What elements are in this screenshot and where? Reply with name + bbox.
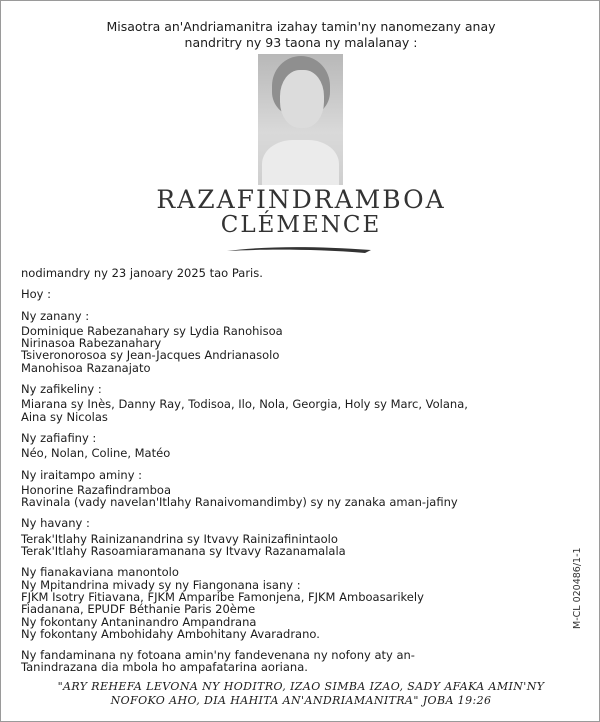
quote-line: NOFOKO AHO, DIA HAHITA AN'ANDRIAMANITRA" JOBA 19:26 (110, 694, 492, 707)
death-statement: nodimandry ny 23 janoary 2025 tao Paris. (21, 266, 263, 280)
family-line: Ny fokontany Antaninandro Ampandrana (21, 614, 257, 629)
intro-text (41, 19, 561, 51)
family-line: Manohisoa Razanajato (21, 360, 151, 375)
family-line: FJKM Isotry Fitiavana, FJKM Amparibe Famonjena, FJKM Amboasarikely (21, 589, 424, 604)
hoy-label: Hoy : (21, 287, 52, 302)
reference-code (568, 547, 588, 633)
family-line: Ny fianakaviana manontolo (21, 565, 179, 580)
family-line: Miarana sy Inès, Danny Ray, Todisoa, Ilo, Nola, Georgia, Holy sy Marc, Volana, (21, 397, 468, 412)
portrait-photo (258, 54, 343, 185)
family-line: Dominique Rabezanahary sy Lydia Ranohisoa (21, 323, 283, 338)
family-line: Ravinala (vady navelan'Itlahy Ranaivomandimby) sy ny zanaka aman-jafiny (21, 495, 458, 510)
family-line: Honorine Razafindramboa (21, 482, 172, 497)
family-line: Aina sy Nicolas (21, 409, 108, 424)
intro-line: nandritry ny 93 taona ny malalanay : (184, 35, 418, 50)
intro-line: Misaotra an'Andriamanitra izahay tamin'ny nanomezany anay (106, 19, 496, 34)
family-line: Ny Mpitandrina mivady sy ny Fiangonana isany : (21, 577, 301, 592)
family-line: Tsiveronorosoa sy Jean-Jacques Andrianasolo (21, 348, 280, 363)
section-heading: Ny iraitampo aminy : (21, 467, 143, 482)
funeral-note: Ny fandaminana ny fotoana amin'ny fandevenana ny nofony aty an- (21, 648, 415, 663)
decorative-swash (225, 245, 375, 255)
family-line: Terak'Itlahy Rainizanandrina sy Itvavy Rainizafinintaolo (21, 531, 338, 546)
family-line: Terak'Itlahy Rasoamiaramanana sy Itvavy Razanamalala (21, 544, 346, 559)
quote-line: "ARY REHEFA LEVONA NY HODITRO, IZAO SIMBA IZAO, SADY AFAKA AMIN'NY (57, 680, 545, 693)
reference-code-text: M-CL 020486/1-1 (572, 547, 583, 629)
deceased-surname: RAZAFINDRAMBOA (156, 185, 446, 214)
bible-quote (41, 680, 561, 708)
notice-body (21, 267, 586, 674)
section-heading: Ny zanany : (21, 308, 90, 323)
family-line: Néo, Nolan, Coline, Matéo (21, 446, 171, 461)
family-line: Nirinasoa Rabezanahary (21, 336, 162, 351)
family-line: Ny fokontany Ambohidahy Ambohitany Avaradrano. (21, 626, 320, 641)
funeral-note: Tanindrazana dia mbola ho ampafatarina aoriana. (21, 660, 308, 675)
family-line: Fiadanana, EPUDF Béthanie Paris 20ème (21, 602, 256, 617)
section-heading: Ny zafiafiny : (21, 430, 97, 445)
deceased-first-name: CLÉMENCE (220, 212, 382, 238)
section-heading: Ny zafikeliny : (21, 382, 102, 397)
section-heading: Ny havany : (21, 516, 90, 531)
